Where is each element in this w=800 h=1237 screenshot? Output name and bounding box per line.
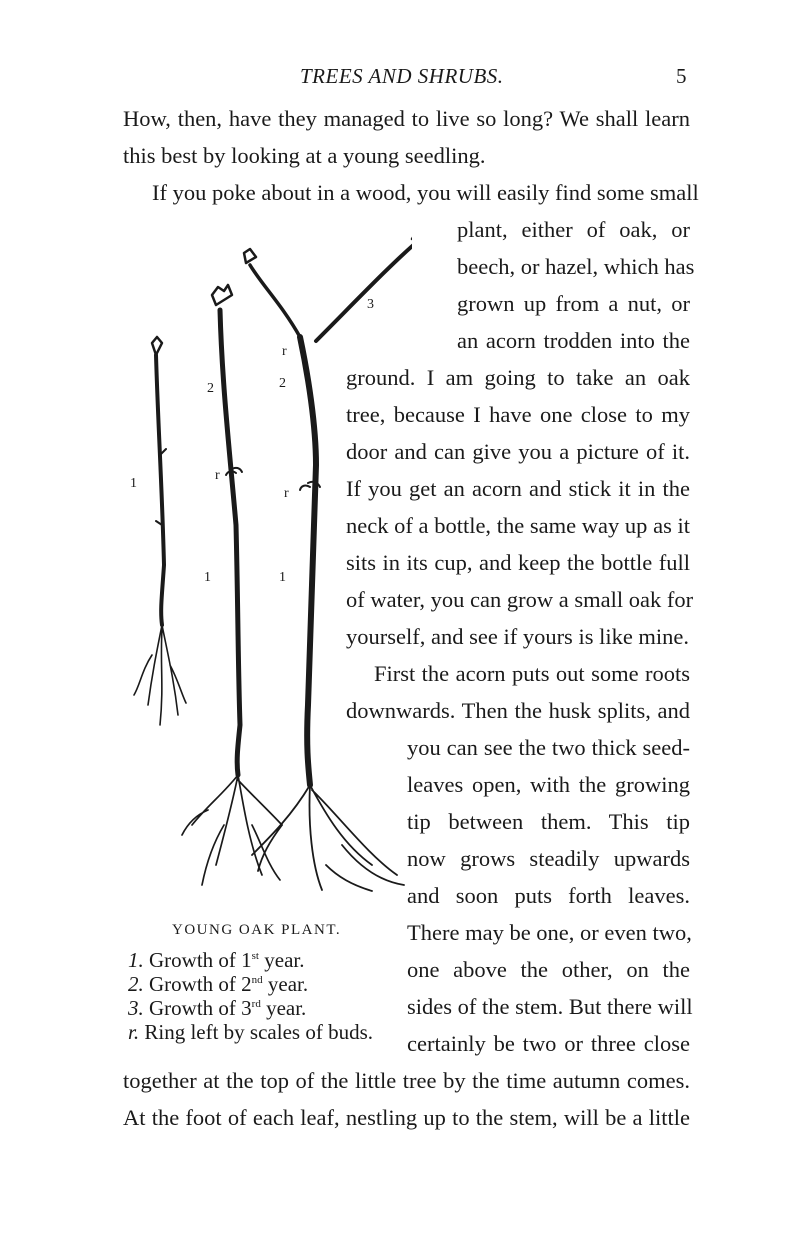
seedling-second-year [182,285,282,885]
figure-label-1: 1 [204,570,211,585]
text-line: an acorn trodden into the [457,328,690,353]
text-line: plant, either of oak, or [457,217,690,242]
caption-item [128,948,304,972]
text-line: If you poke about in a wood, you will easily find some small [152,180,699,205]
seedling-third-year [244,229,412,891]
caption-key: r. [128,1020,140,1044]
page-number: 5 [676,64,687,88]
text-line: If you get an acorn and stick it in the [346,476,690,501]
figure-label-ring: r [215,468,220,483]
text-line: downwards. Then the husk splits, and [346,698,690,723]
text-line: you can see the two thick seed- [407,735,690,760]
figure-label-3: 3 [367,297,374,312]
caption-text-end: year. [259,948,305,972]
text-line: tree, because I have one close to my [346,402,690,427]
text-line: neck of a bottle, the same way up as it [346,513,690,538]
caption-superscript: nd [251,974,263,986]
figure-caption-title: YOUNG OAK PLANT. [172,922,342,938]
text-line: door and can give you a picture of it. [346,439,690,464]
oak-seedling-illustration [112,225,412,905]
text-line: and soon puts forth leaves. [407,883,690,908]
text-line: tip between them. This tip [407,809,690,834]
text-line: grown up from a nut, or [457,291,690,316]
text-line: There may be one, or even two, [407,920,692,945]
caption-superscript: rd [251,998,261,1010]
caption-item [128,1020,373,1044]
text-line: How, then, have they managed to live so long? We shall learn [123,106,690,131]
text-line: this best by looking at a young seedling. [123,143,486,168]
figure-label-1: 1 [279,570,286,585]
text-line: beech, or hazel, which has [457,254,695,279]
text-line: of water, you can grow a small oak for [346,587,694,612]
text-line: sits in its cup, and keep the bottle full [346,550,690,575]
text-line: certainly be two or three close [407,1031,690,1056]
caption-superscript: st [251,950,259,962]
caption-key: 3. [128,996,144,1020]
caption-item [128,996,306,1020]
text-line: ground. I am going to take an oak [346,365,690,390]
text-line: leaves open, with the growing [407,772,690,797]
figure-label-ring: r [282,344,287,359]
caption-text-end: year. [260,996,307,1020]
text-line: sides of the stem. But there will [407,994,693,1019]
caption-text: Growth of 2 [149,972,252,996]
text-line: together at the top of the little tree by the time autumn comes. [123,1068,690,1093]
text-line: First the acorn puts out some roots [374,661,690,686]
caption-text: Growth of 3 [149,996,252,1020]
caption-text-end: year. [262,972,309,996]
seedling-first-year [134,337,186,725]
caption-item [128,972,308,996]
figure-label-2: 2 [279,376,286,391]
figure-label-1: 1 [130,476,137,491]
text-line: one above the other, on the [407,957,690,982]
text-line: At the foot of each leaf, nestling up to the stem, will be a little [123,1105,690,1130]
caption-text: Growth of 1 [149,948,252,972]
caption-key: 2. [128,972,144,996]
caption-key: 1. [128,948,144,972]
figure-label-ring: r [284,486,289,501]
text-line: now grows steadily upwards [407,846,690,871]
text-line: yourself, and see if yours is like mine. [346,624,690,649]
caption-text: Ring left by scales of buds. [144,1020,373,1044]
running-header-title: TREES AND SHRUBS. [300,64,504,88]
figure-label-2: 2 [207,381,214,396]
